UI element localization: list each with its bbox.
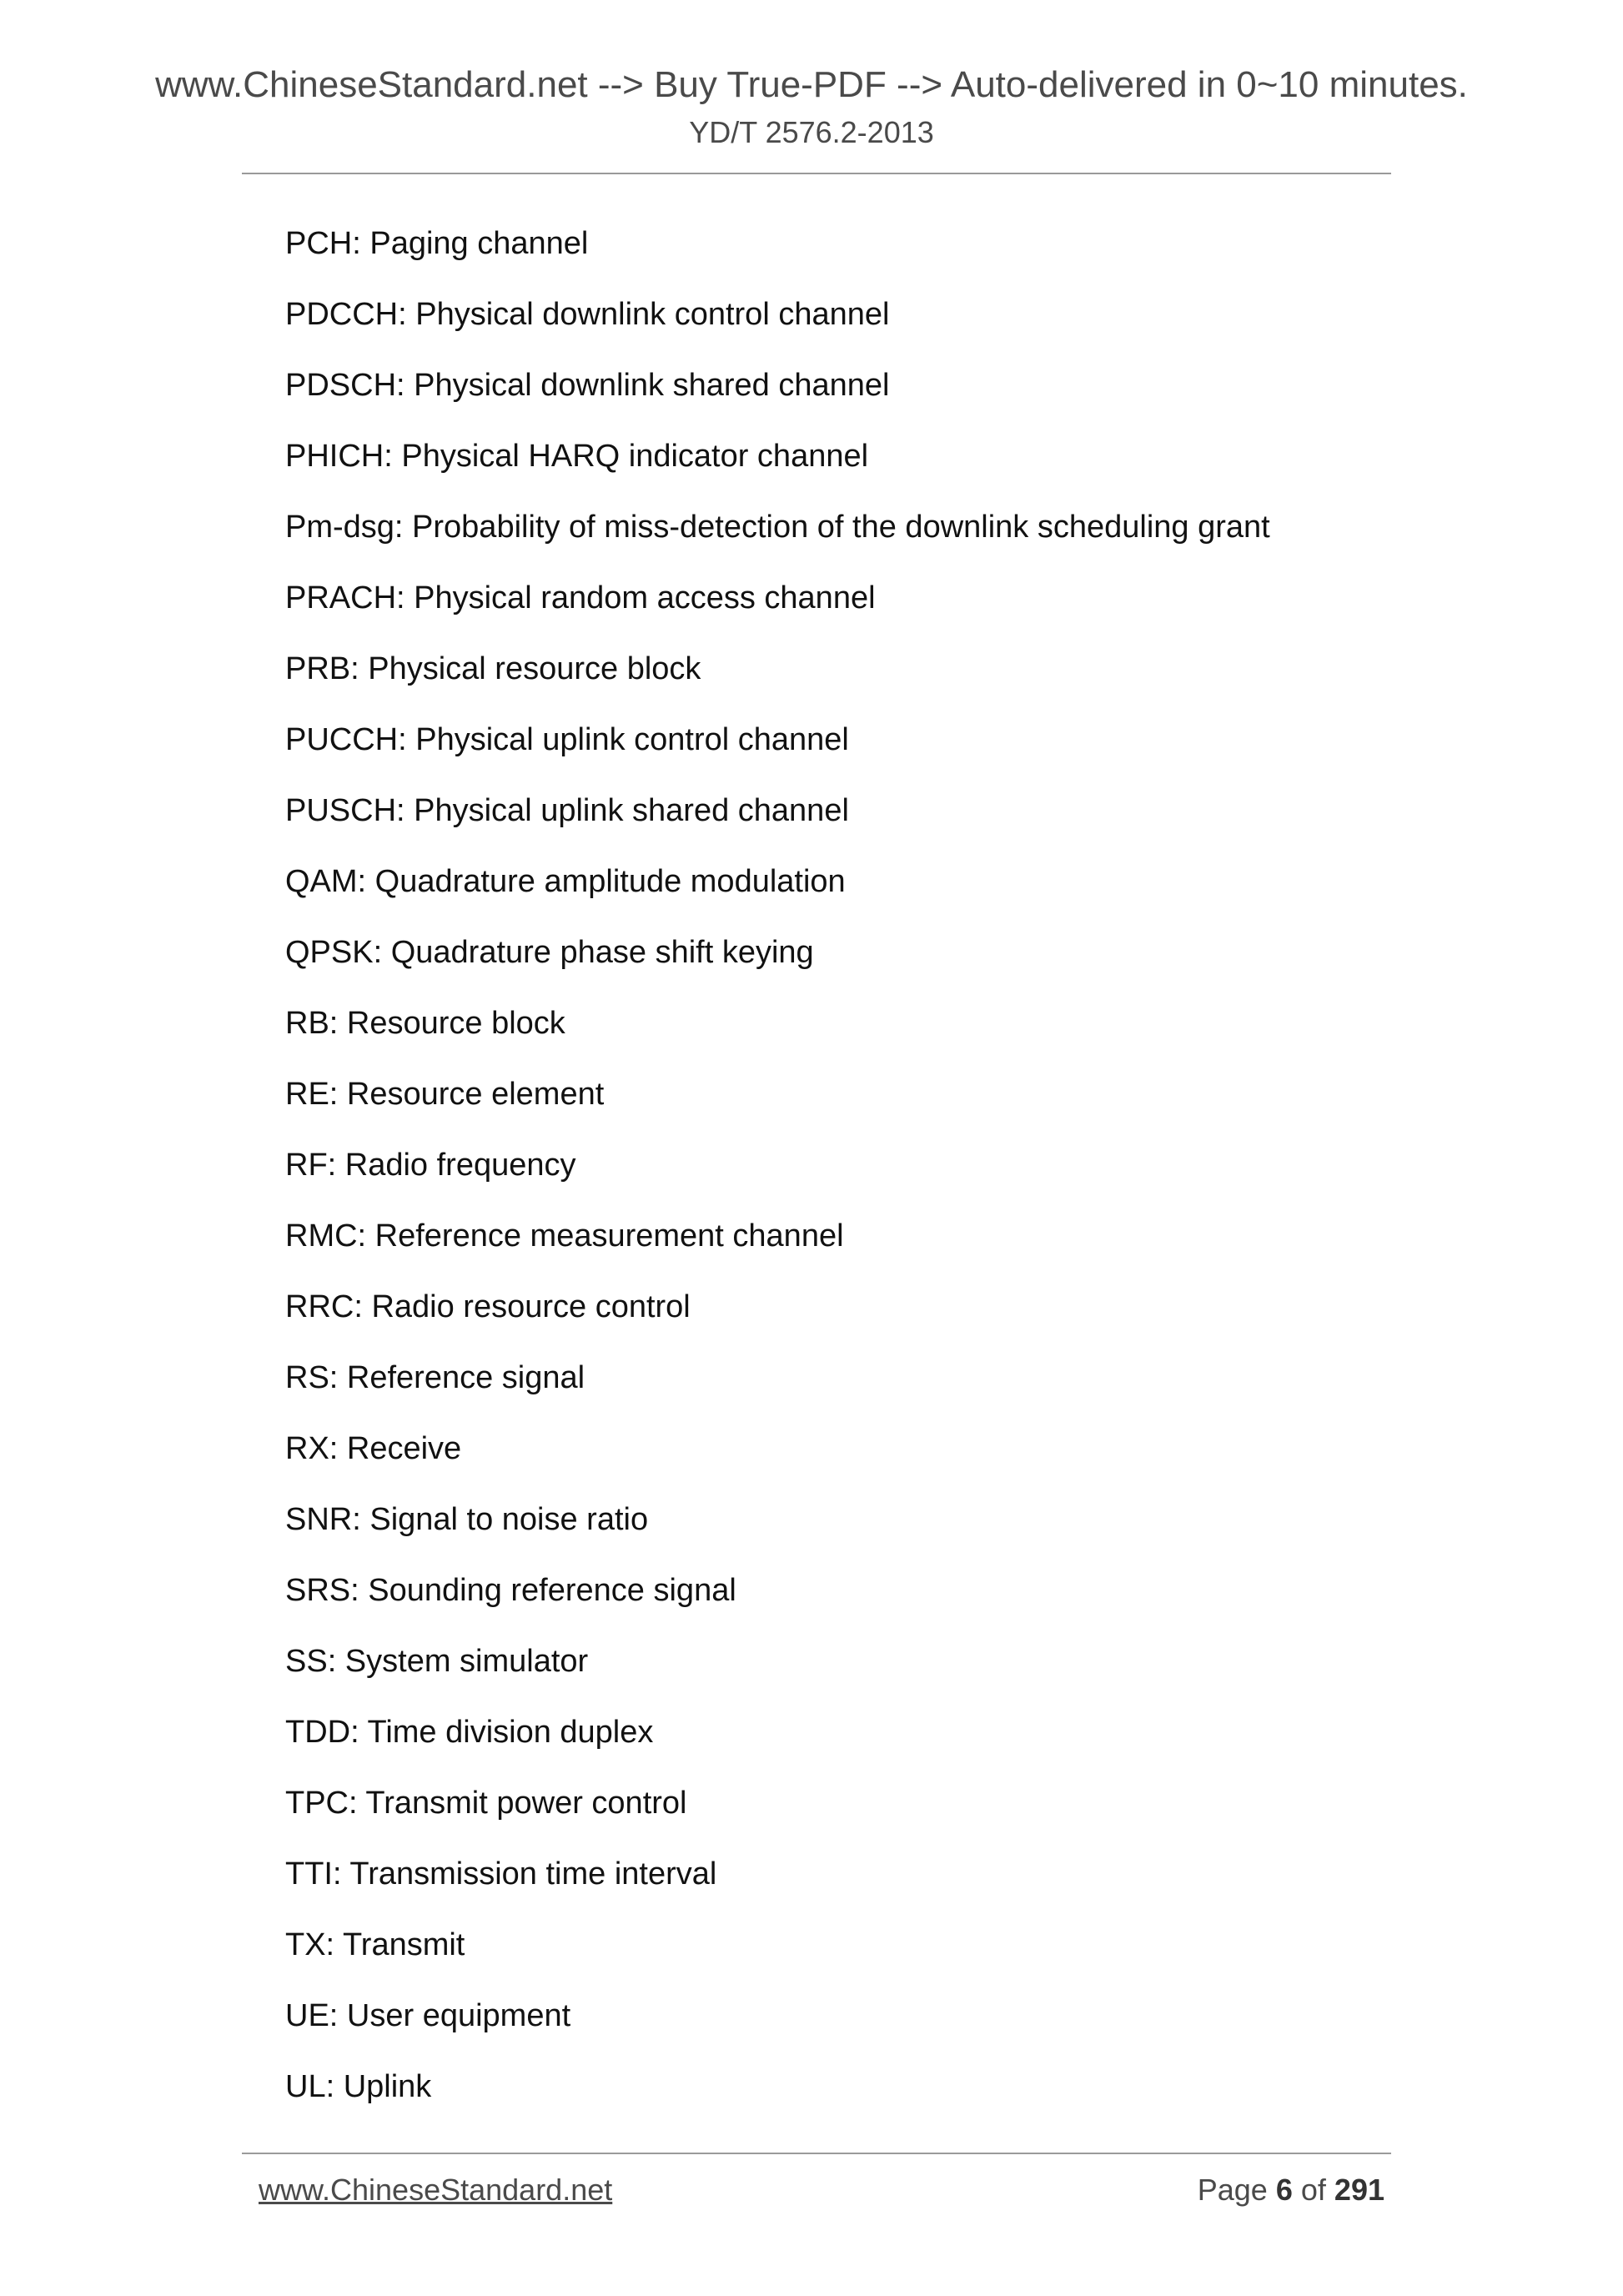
abbreviation-item: RRC: Radio resource control: [285, 1289, 691, 1324]
abbreviation-item: TX: Transmit: [285, 1927, 465, 1962]
abbreviation-item: SRS: Sounding reference signal: [285, 1573, 736, 1608]
abbreviation-item: QAM: Quadrature amplitude modulation: [285, 864, 846, 899]
abbreviation-item: UE: User equipment: [285, 1998, 571, 2033]
standard-number: YD/T 2576.2-2013: [689, 115, 934, 149]
abbreviation-item: RF: Radio frequency: [285, 1148, 576, 1183]
abbreviation-item: RS: Reference signal: [285, 1360, 585, 1395]
abbreviation-list: [285, 219, 1270, 2133]
abbreviation-item: TPC: Transmit power control: [285, 1786, 687, 1821]
abbreviation-item: PHICH: Physical HARQ indicator channel: [285, 439, 869, 474]
abbreviation-item: PUSCH: Physical uplink shared channel: [285, 793, 849, 828]
abbreviation-item: RE: Resource element: [285, 1077, 605, 1112]
abbreviation-item: QPSK: Quadrature phase shift keying: [285, 935, 814, 970]
current-page: 6: [1275, 2173, 1293, 2207]
abbreviation-item: PDSCH: Physical downlink shared channel: [285, 368, 890, 403]
abbreviation-item: SNR: Signal to noise ratio: [285, 1502, 649, 1537]
page-number: [1198, 2171, 1384, 2209]
abbreviation-item: PRB: Physical resource block: [285, 651, 701, 686]
abbreviation-item: PDCCH: Physical downlink control channel: [285, 297, 890, 332]
header-banner: www.ChineseStandard.net --> Buy True-PDF --> Auto-delivered in 0~10 minutes.: [155, 64, 1468, 105]
abbreviation-item: Pm-dsg: Probability of miss-detection of the downlink scheduling grant: [285, 510, 1270, 545]
abbreviation-item: UL: Uplink: [285, 2069, 432, 2104]
abbreviation-item: RB: Resource block: [285, 1006, 565, 1041]
total-pages: 291: [1334, 2173, 1384, 2207]
footer-website-link[interactable]: www.ChineseStandard.net: [259, 2173, 613, 2207]
footer-divider: [242, 2153, 1391, 2154]
abbreviation-item: PCH: Paging channel: [285, 226, 589, 261]
page-label: Page: [1197, 2173, 1268, 2207]
header-divider: [242, 173, 1391, 174]
abbreviation-item: TDD: Time division duplex: [285, 1715, 654, 1750]
abbreviation-item: RMC: Reference measurement channel: [285, 1218, 844, 1254]
abbreviation-item: TTI: Transmission time interval: [285, 1856, 717, 1892]
abbreviation-item: SS: System simulator: [285, 1644, 589, 1679]
abbreviation-item: PUCCH: Physical uplink control channel: [285, 722, 849, 757]
page-of-label: of: [1300, 2173, 1326, 2207]
abbreviation-item: PRACH: Physical random access channel: [285, 580, 876, 615]
abbreviation-item: RX: Receive: [285, 1431, 462, 1466]
